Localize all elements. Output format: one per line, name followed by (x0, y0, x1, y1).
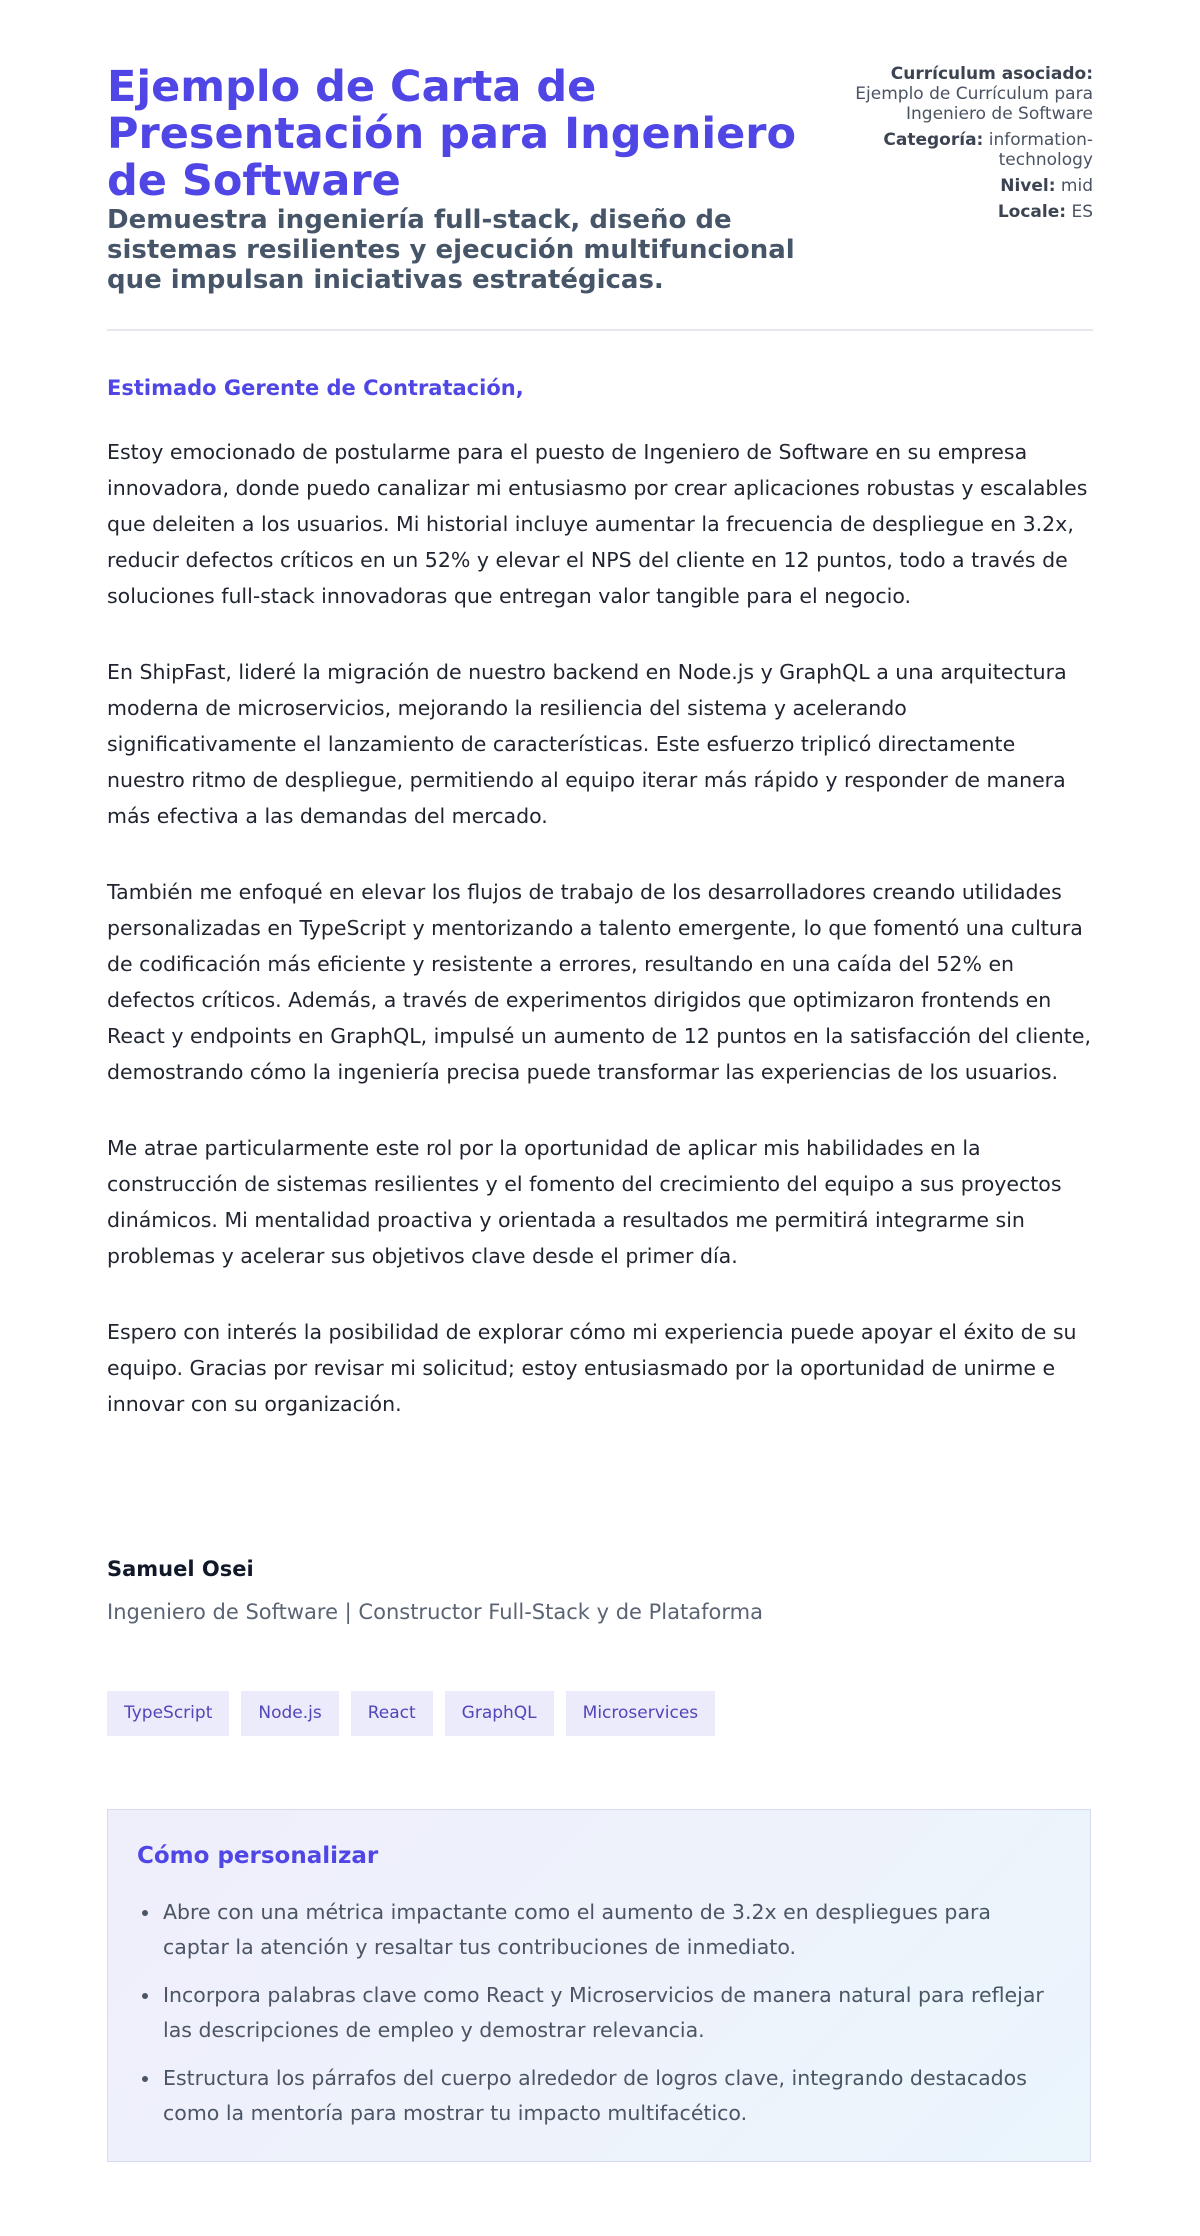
letter-paragraph: Me atrae particularmente este rol por la oportunidad de aplicar mis habilidades en la construcción de sistemas resilientes y el fomento del crecimiento del equipo a sus proyectos dinámicos. Mi mentalidad proactiva y orientada a resultados me permitirá integrarme sin problemas y acelerar sus objetivos clave desde el primer día. (107, 1136, 1062, 1268)
meta-category-label: Categoría: (883, 130, 984, 150)
skill-tags (107, 1691, 715, 1736)
meta-resume-link[interactable]: Ejemplo de Currículum para Ingeniero de Software (855, 84, 1093, 124)
letter-body (107, 434, 1097, 1462)
meta-level-label: Nivel: (1000, 176, 1056, 196)
signature-name: Samuel Osei (107, 1557, 254, 1581)
letter-paragraph: Estoy emocionado de postularme para el puesto de Ingeniero de Software en su empresa innovadora, donde puedo canalizar mi entusiasmo por crear aplicaciones robustas y escalables que deleiten a los usuarios. Mi historial incluye aumentar la frecuencia de despliegue en 3.2x, reducir defectos críticos en un 52% y elevar el NPS del cliente en 12 puntos, todo a través de soluciones full-stack innovadoras que entregan valor tangible para el negocio. (107, 440, 1088, 608)
meta-resume (813, 64, 1093, 124)
customization-tips-box (107, 1809, 1091, 2162)
meta-locale (813, 202, 1093, 222)
letter-paragraph: Espero con interés la posibilidad de explorar cómo mi experiencia puede apoyar el éxito de su equipo. Gracias por revisar mi solicitud; estoy entusiasmado por la oportunidad de unirme e innovar con su organización. (107, 1320, 1077, 1416)
letter-paragraph: En ShipFast, lideré la migración de nuestro backend en Node.js y GraphQL a una arquitectura moderna de microservicios, mejorando la resiliencia del sistema y acelerando significativamente el lanzamiento de características. Este esfuerzo triplicó directamente nuestro ritmo de despliegue, permitiendo al equipo iterar más rápido y responder de manera más efectiva a las demandas del mercado. (107, 660, 1067, 828)
letter-paragraph: También me enfoqué en elevar los flujos de trabajo de los desarrolladores creando utilidades personalizadas en TypeScript y mentorizando a talento emergente, lo que fomentó una cultura de codificación más eficiente y resistente a errores, resultando en una caída del 52% en defectos críticos. Además, a través de experimentos dirigidos que optimizaron frontends en React y endpoints en GraphQL, impulsé un aumento de 12 puntos en la satisfacción del cliente, demostrando cómo la ingeniería precisa puede transformar las experiencias de los usuarios. (107, 880, 1091, 1084)
tip-item: Incorpora palabras clave como React y Microservicios de manera natural para reflejar las descripciones de empleo y demostrar relevancia. (137, 1978, 1057, 2048)
skill-tag: GraphQL (445, 1691, 554, 1736)
meta-panel (813, 64, 1093, 228)
signature-role: Ingeniero de Software | Constructor Full-Stack y de Plataforma (107, 1600, 763, 1624)
tips-title: Cómo personalizar (137, 1843, 379, 1869)
skill-tag: TypeScript (107, 1691, 229, 1736)
tip-item: Abre con una métrica impactante como el aumento de 3.2x en despliegues para captar la atención y resaltar tus contribuciones de inmediato. (137, 1895, 1057, 1965)
skill-tag: Node.js (241, 1691, 338, 1736)
tips-list (137, 1895, 1057, 2144)
header-divider (107, 329, 1093, 331)
meta-level (813, 176, 1093, 196)
skill-tag: React (351, 1691, 433, 1736)
skill-tag: Microservices (566, 1691, 716, 1736)
page-title: Ejemplo de Carta de Presentación para Ingeniero de Software (107, 62, 796, 206)
tip-item: Estructura los párrafos del cuerpo alrededor de logros clave, integrando destacados como la mentoría para mostrar tu impacto multifacético. (137, 2061, 1057, 2131)
meta-category (813, 130, 1093, 170)
meta-category-value: information-technology (988, 130, 1093, 170)
page-subtitle: Demuestra ingeniería full-stack, diseño de sistemas resilientes y ejecución multifuncional que impulsan iniciativas estratégicas. (107, 205, 795, 295)
meta-level-value: mid (1060, 176, 1093, 196)
meta-locale-label: Locale: (997, 202, 1067, 222)
letter-greeting: Estimado Gerente de Contratación, (107, 376, 524, 400)
meta-locale-value: ES (1071, 202, 1093, 222)
meta-resume-label: Currículum asociado: (890, 64, 1093, 84)
